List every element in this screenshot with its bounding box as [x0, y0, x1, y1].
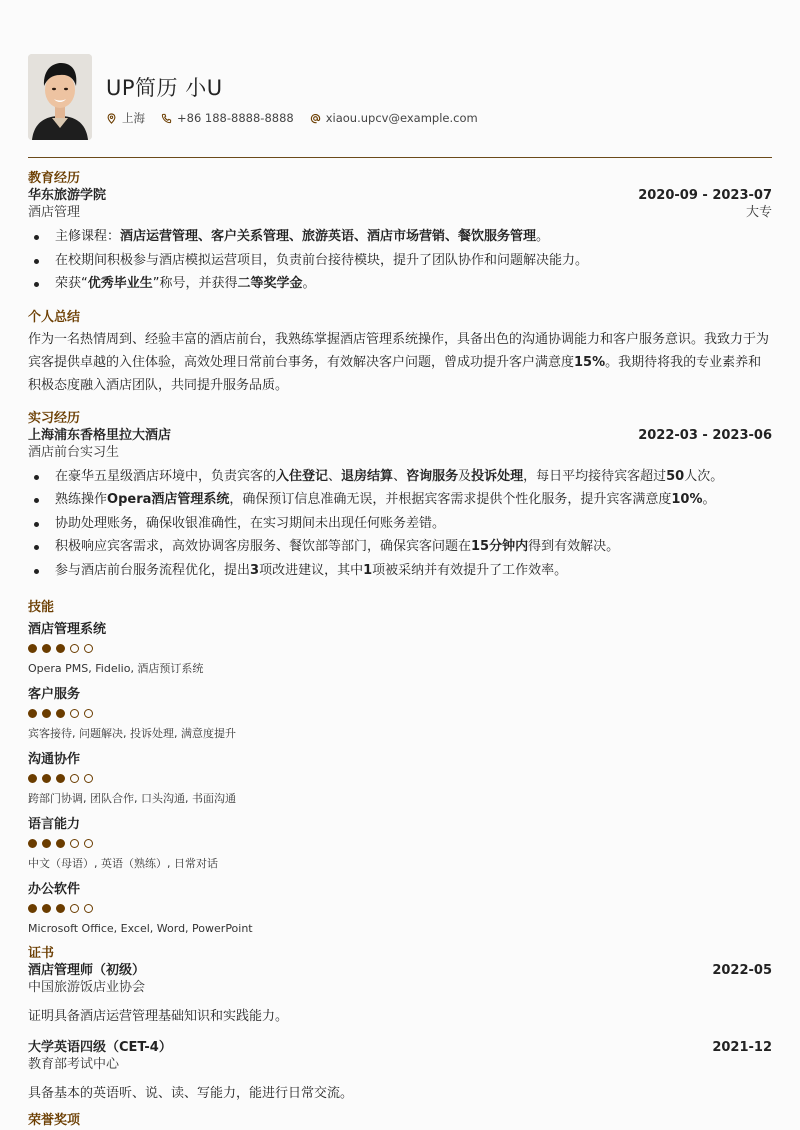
- rating-dot-filled: [42, 904, 51, 913]
- skill-item: [28, 685, 772, 742]
- text-run: 项改进建议，其中: [259, 562, 364, 578]
- skill-item: [28, 620, 772, 677]
- rating-dot-filled: [28, 774, 37, 783]
- text-run: 熟练操作: [55, 492, 108, 507]
- candidate-name: UP简历 小U: [106, 76, 223, 100]
- text-run: 作为一名热情周到、经验丰富的酒店前台，我熟练掌握酒店管理系统操作，具备出色的沟通协调能力和客户服务意识。我致力于为宾客提供卓越的入住体验，高效处理日常前台事务，有效解决客户问题，曾成功提升客户满意度: [28, 331, 770, 370]
- bold-text: 酒店运营管理、客户关系管理、旅游英语、酒店市场营销、餐饮服务管理: [120, 229, 537, 244]
- certificate-name: 酒店管理师（初级）: [28, 963, 146, 978]
- profile-photo: [28, 54, 92, 140]
- skill-name: 酒店管理系统: [28, 622, 107, 637]
- rating-dot-filled: [56, 774, 65, 783]
- skill-item: [28, 880, 772, 937]
- bold-text: 50: [666, 468, 685, 484]
- phone-text: +86 188-8888-8888: [177, 111, 294, 125]
- bullet-item: [28, 559, 772, 583]
- bold-text: 优秀毕业生: [87, 276, 153, 291]
- bullet-item: [28, 465, 772, 489]
- text-run: 参与酒店前台服务流程优化，提出: [55, 562, 251, 578]
- contact-line: [106, 110, 478, 126]
- rating-dot-filled: [28, 839, 37, 848]
- rating-dot-filled: [28, 904, 37, 913]
- rating-dot-filled: [28, 709, 37, 718]
- text-run: 积极响应宾客需求，高效协调客房服务、餐饮部等部门，确保宾客问题在: [55, 539, 472, 554]
- certificates-section: [28, 945, 772, 1102]
- bold-text: 退房结算: [341, 468, 394, 484]
- section-title: 教育经历: [28, 171, 81, 186]
- bold-text: Opera酒店管理系统: [107, 492, 230, 507]
- text-run: 。: [702, 492, 716, 507]
- skill-level-rating: [28, 837, 772, 849]
- certificate-issuer: 教育部考试中心: [28, 1057, 120, 1072]
- bold-text: 3: [250, 562, 260, 578]
- skill-level-rating: [28, 707, 772, 719]
- job-role: 酒店前台实习生: [28, 444, 120, 460]
- rating-dot-filled: [56, 709, 65, 718]
- text-run: 在校期间积极参与酒店模拟运营项目，负责前台接待模块，提升了团队协作和问题解决能力。: [55, 252, 589, 268]
- certificate-name: 大学英语四级（CET-4）: [28, 1040, 172, 1055]
- bold-text: 15分钟内: [471, 539, 529, 554]
- skills-list: [28, 620, 772, 937]
- text-run: 得到有效解决。: [528, 539, 620, 554]
- at-icon: [310, 113, 321, 124]
- text-run: 在豪华五星级酒店环境中，负责宾客的: [55, 468, 277, 484]
- skill-item: [28, 815, 772, 872]
- text-run: 、: [328, 468, 342, 484]
- major: 酒店管理: [28, 205, 81, 220]
- section-title: 技能: [28, 600, 55, 615]
- section-title: 荣誉奖项: [28, 1113, 81, 1128]
- internship-section: [28, 410, 772, 583]
- text-run: 主修课程：: [55, 229, 121, 244]
- bullet-item: [28, 512, 772, 536]
- text-run: 。: [302, 276, 316, 291]
- text-run: 协助处理账务，确保收银准确性，在实习期间未出现任何账务差错。: [55, 515, 446, 531]
- summary-text: [28, 328, 772, 397]
- skill-level-rating: [28, 902, 772, 914]
- bold-text: 入住登记: [276, 468, 329, 484]
- skill-description: Microsoft Office, Excel, Word, PowerPoint: [28, 922, 253, 935]
- skill-name: 沟通协作: [28, 752, 81, 767]
- section-title: 个人总结: [28, 309, 81, 325]
- bullet-item: [28, 249, 772, 273]
- bold-text: 投诉处理: [471, 468, 524, 484]
- rating-dot-empty: [84, 709, 93, 718]
- certificate-date: 2021-12: [712, 1040, 772, 1055]
- rating-dot-filled: [56, 839, 65, 848]
- education-period: 2020-09 - 2023-07: [638, 188, 772, 203]
- bold-text: 1: [363, 562, 373, 578]
- text-run: ”称号，并获得: [152, 276, 238, 291]
- certificate-description: 具备基本的英语听、说、读、写能力，能进行日常交流。: [28, 1086, 354, 1101]
- education-section: [28, 170, 772, 296]
- rating-dot-empty: [84, 904, 93, 913]
- skill-name: 客户服务: [28, 687, 81, 702]
- location-text: 上海: [122, 111, 145, 125]
- education-bullets: [28, 225, 772, 296]
- rating-dot-filled: [42, 709, 51, 718]
- text-run: 及: [458, 468, 472, 484]
- rating-dot-empty: [84, 644, 93, 653]
- text-run: 。我期待将我的专业素养和积极态度融入酒店团队，共同提升服务品质。: [28, 354, 762, 393]
- bold-text: 10%: [671, 492, 703, 507]
- skills-section: [28, 599, 772, 937]
- rating-dot-filled: [42, 774, 51, 783]
- skill-description: Opera PMS, Fidelio, 酒店预订系统: [28, 662, 204, 675]
- resume-header: [28, 54, 772, 140]
- certificate-date: 2022-05: [712, 963, 772, 978]
- rating-dot-filled: [28, 644, 37, 653]
- rating-dot-empty: [70, 774, 79, 783]
- email-text: xiaou.upcv@example.com: [325, 111, 478, 125]
- bold-text: 15%: [574, 354, 606, 370]
- rating-dot-filled: [42, 644, 51, 653]
- skill-level-rating: [28, 772, 772, 784]
- rating-dot-empty: [70, 709, 79, 718]
- bold-text: 咨询服务: [406, 468, 459, 484]
- contact-location: [106, 110, 145, 126]
- bullet-item: [28, 488, 772, 512]
- rating-dot-empty: [84, 774, 93, 783]
- contact-email: [310, 111, 478, 125]
- certificate-description: 证明具备酒店运营管理基础知识和实践能力。: [28, 1009, 289, 1024]
- rating-dot-filled: [56, 904, 65, 913]
- text-run: 项被采纳并有效提升了工作效率。: [372, 562, 568, 578]
- certificate-issuer: 中国旅游饭店业协会: [28, 980, 146, 995]
- rating-dot-empty: [70, 839, 79, 848]
- skill-name: 语言能力: [28, 817, 81, 832]
- text-run: 人次。: [684, 468, 724, 484]
- bullet-item: [28, 535, 772, 559]
- honors-section: [28, 1112, 772, 1129]
- skill-description: 跨部门协调, 团队合作, 口头沟通, 书面沟通: [28, 792, 236, 805]
- phone-icon: [161, 113, 172, 124]
- skill-description: 中文（母语）, 英语（熟练）, 日常对话: [28, 857, 218, 870]
- school-name: 华东旅游学院: [28, 188, 107, 203]
- certificates-list: [28, 962, 772, 1102]
- internship-bullets: [28, 465, 772, 583]
- internship-period: 2022-03 - 2023-06: [638, 427, 772, 443]
- rating-dot-empty: [84, 839, 93, 848]
- summary-section: [28, 309, 772, 397]
- text-run: 荣获“: [55, 276, 88, 291]
- text-run: ，确保预订信息准确无误，并根据宾客需求提供个性化服务，提升宾客满意度: [229, 492, 672, 507]
- skill-name: 办公软件: [28, 882, 81, 897]
- bullet-item: [28, 225, 772, 249]
- skill-level-rating: [28, 642, 772, 654]
- rating-dot-filled: [42, 839, 51, 848]
- certificate-item: [28, 1039, 772, 1102]
- bold-text: 二等奖学金: [237, 276, 303, 291]
- contact-phone: [161, 111, 294, 125]
- rating-dot-empty: [70, 644, 79, 653]
- header-divider: [28, 157, 772, 158]
- certificate-item: [28, 962, 772, 1025]
- text-run: 、: [393, 468, 407, 484]
- bullet-item: [28, 272, 772, 296]
- section-title: 实习经历: [28, 410, 81, 426]
- degree: 大专: [745, 205, 772, 220]
- rating-dot-empty: [70, 904, 79, 913]
- skill-item: [28, 750, 772, 807]
- company-name: 上海浦东香格里拉大酒店: [28, 427, 172, 443]
- map-pin-icon: [106, 113, 117, 124]
- text-run: 。: [536, 229, 550, 244]
- text-run: ，每日平均接待宾客超过: [523, 468, 667, 484]
- rating-dot-filled: [56, 644, 65, 653]
- section-title: 证书: [28, 946, 55, 961]
- skill-description: 宾客接待, 问题解决, 投诉处理, 满意度提升: [28, 727, 236, 740]
